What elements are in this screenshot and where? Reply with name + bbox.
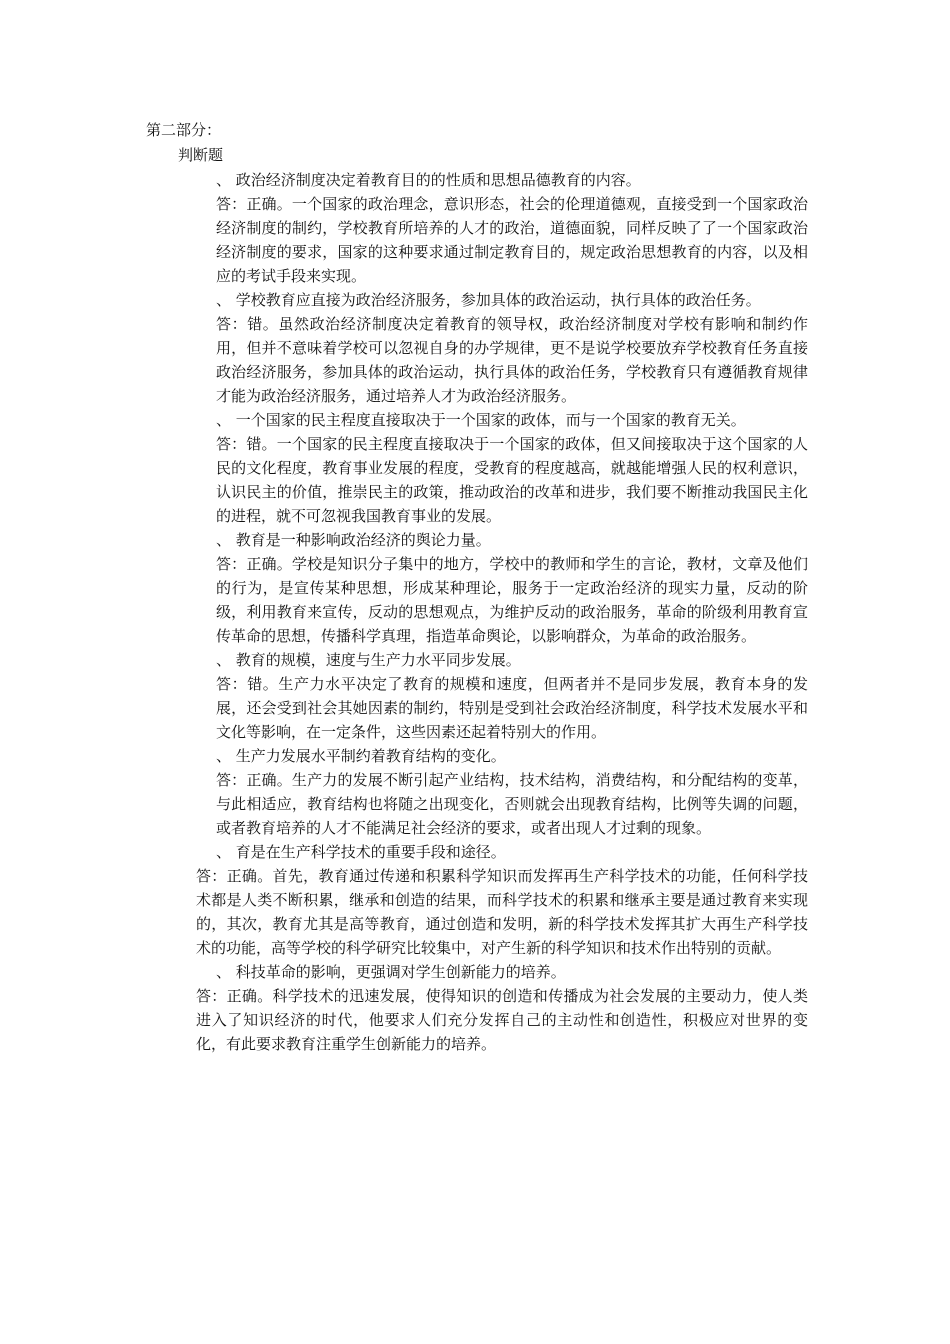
answer-3: 答：错。一个国家的民主程度直接取决于一个国家的政体，但又间接取决于这个国家的人民的文化程度，教育事业发展的程度，受教育的程度越高，就越能增强人民的权利意识，认识民主的价值，推崇民主的政策，推动政治的改革和进步，我们要不断推动我国民主化的进程，就不可忽视我国教育事业的发展。 — [216, 435, 808, 525]
qa-list — [0, 168, 950, 1056]
question-5: 、 教育的规模，速度与生产力水平同步发展。 — [216, 651, 521, 669]
question-2: 、 学校教育应直接为政治经济服务，参加具体的政治运动，执行具体的政治任务。 — [216, 291, 761, 309]
answer-1: 答：正确。一个国家的政治理念，意识形态，社会的伦理道德观，直接受到一个国家政治经济制度的制约，学校教育所培养的人才的政治，道德面貌，同样反映了了一个国家政治经济制度的要求，国家的这种要求通过制定教育目的，规定政治思想教育的内容，以及相应的考试手段来实现。 — [216, 195, 808, 285]
qa-item-5 — [0, 648, 950, 744]
answer-8: 答：正确。科学技术的迅速发展，使得知识的创造和传播成为社会发展的主要动力，使人类进入了知识经济的时代，他要求人们充分发挥自己的主动性和创造性，积极应对世界的变化，有此要求教育注重学生创新能力的培养。 — [196, 987, 808, 1053]
question-4: 、 教育是一种影响政治经济的舆论力量。 — [216, 531, 491, 549]
answer-7: 答：正确。首先，教育通过传递和积累科学知识而发挥再生产科学技术的功能，任何科学技术都是人类不断积累，继承和创造的结果，而科学技术的积累和继承主要是通过教育来实现的，其次，教育尤其是高等教育，通过创造和发明，新的科学技术发挥其扩大再生产科学技术的功能，高等学校的科学研究比较集中，对产生新的科学知识和技术作出特别的贡献。 — [196, 867, 808, 957]
qa-item-7 — [0, 840, 950, 960]
answer-2: 答：错。虽然政治经济制度决定着教育的领导权，政治经济制度对学校有影响和制约作用，但并不意味着学校可以忽视自身的办学规律，更不是说学校要放弃学校教育任务直接政治经济服务，参加具体的政治运动，执行具体的政治任务，学校教育只有遵循教育规律才能为政治经济服务，通过培养人才为政治经济服务。 — [216, 315, 808, 405]
qa-item-3 — [0, 408, 950, 528]
question-8: 、 科技革命的影响，更强调对学生创新能力的培养。 — [216, 963, 566, 981]
question-7: 、 育是在生产科学技术的重要手段和途径。 — [216, 843, 506, 861]
qa-item-1 — [0, 168, 950, 288]
question-6: 、 生产力发展水平制约着教育结构的变化。 — [216, 747, 506, 765]
qa-item-6 — [0, 744, 950, 840]
question-3: 、 一个国家的民主程度直接取决于一个国家的政体，而与一个国家的教育无关。 — [216, 411, 746, 429]
answer-4: 答：正确。学校是知识分子集中的地方，学校中的教师和学生的言论，教材，文章及他们的行为，是宣传某种思想，形成某种理论，服务于一定政治经济的现实力量，反动的阶级，利用教育来宣传，反动的思想观点，为维护反动的政治服务，革命的阶级利用教育宣传革命的思想，传播科学真理，指造革命舆论，以影响群众，为革命的政治服务。 — [216, 555, 808, 645]
answer-6: 答：正确。生产力的发展不断引起产业结构，技术结构，消费结构，和分配结构的变革，与此相适应，教育结构也将随之出现变化，否则就会出现教育结构，比例等失调的问题，或者教育培养的人才不能满足社会经济的要求，或者出现人才过剩的现象。 — [216, 771, 808, 837]
question-1: 、 政治经济制度决定着教育目的的性质和思想品德教育的内容。 — [216, 171, 641, 189]
qa-item-8 — [0, 960, 950, 1056]
qa-item-4 — [0, 528, 950, 648]
section-title: 第二部分： — [146, 121, 222, 139]
subsection-title: 判断题 — [178, 146, 224, 164]
answer-5: 答：错。生产力水平决定了教育的规模和速度，但两者并不是同步发展，教育本身的发展，还会受到社会其她因素的制约，特别是受到社会政治经济制度，科学技术发展水平和文化等影响，在一定条件，这些因素还起着特别大的作用。 — [216, 675, 808, 741]
qa-item-2 — [0, 288, 950, 408]
